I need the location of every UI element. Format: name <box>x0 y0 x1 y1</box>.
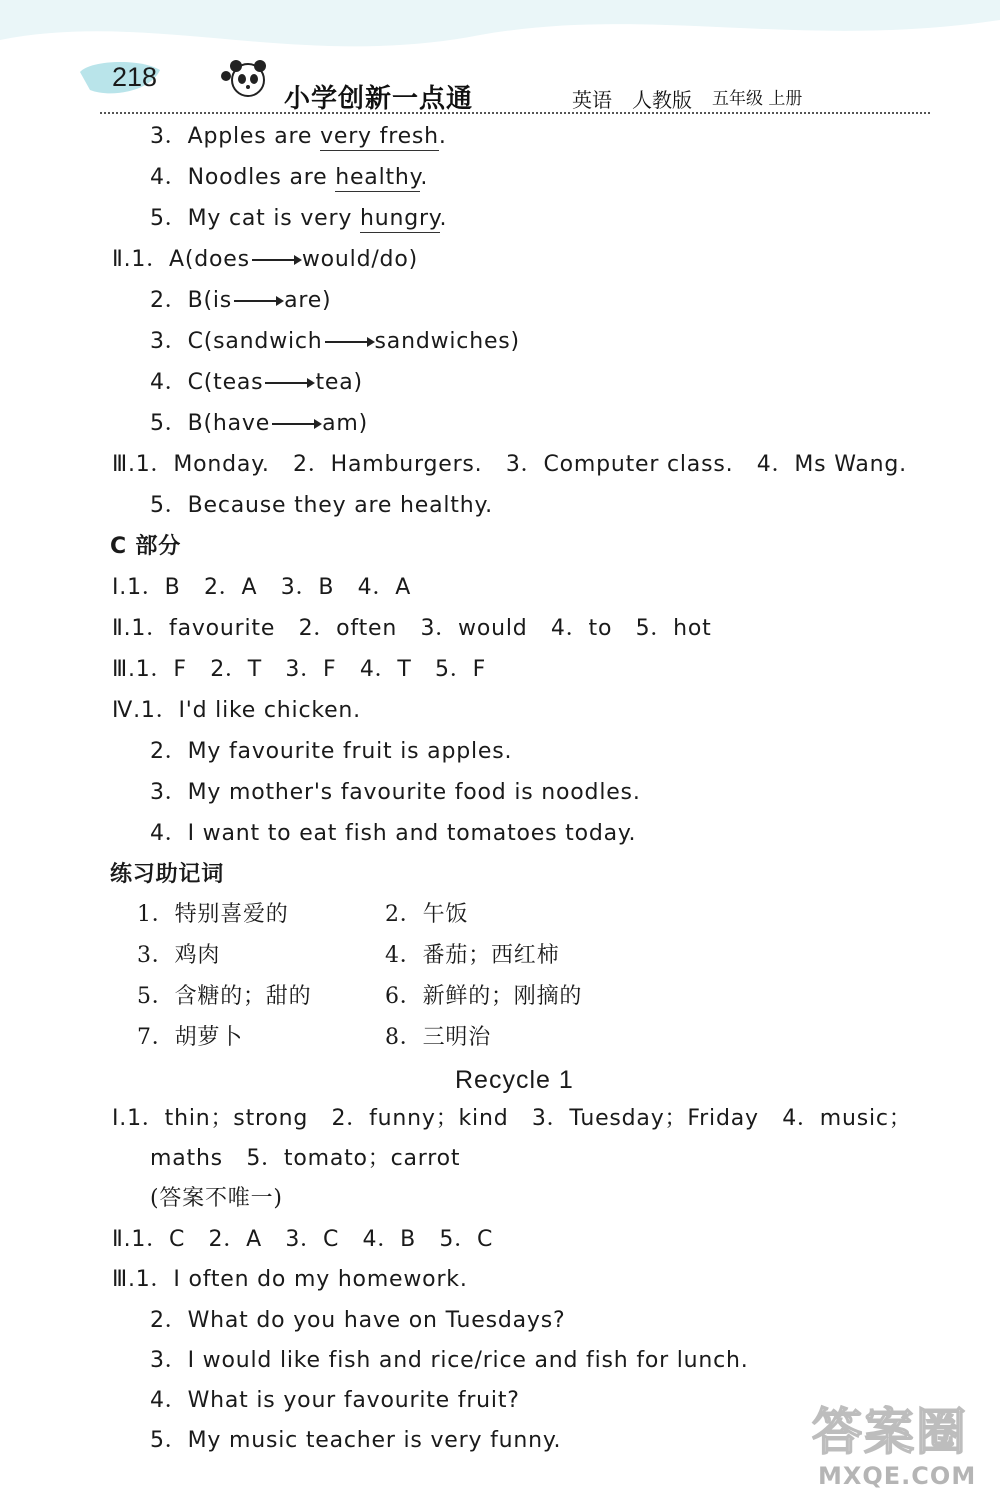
answer-line: Ⅱ.1．A(does would/do) <box>112 247 418 272</box>
vocab-item: 4．番茄；西红柿 <box>385 943 560 968</box>
edition-label: 人教版 <box>632 88 692 112</box>
underlined-answer: healthy <box>335 165 421 190</box>
answer-line: Ⅲ.1．Monday. 2．Hamburgers. 3．Computer class. 4．Ms Wang. <box>112 452 907 477</box>
vocab-item: 6．新鲜的；刚摘的 <box>385 984 583 1009</box>
answer-line: Ⅱ.1．C 2．A 3．C 4．B 5．C <box>112 1227 494 1252</box>
page-number: 218 <box>112 62 158 92</box>
answer-line: Ⅰ.1．B 2．A 3．B 4．A <box>112 575 412 600</box>
answer-line: 2．What do you have on Tuesdays? <box>150 1308 566 1333</box>
watermark-logo-text: 答案圈 <box>812 1403 968 1461</box>
book-meta <box>572 84 802 113</box>
answer-line: 4．What is your favourite fruit? <box>150 1388 520 1413</box>
vocab-item: 3．鸡肉 <box>137 943 221 968</box>
answer-line: 4．Noodles are healthy. <box>150 165 429 190</box>
watermark-url: MXQE.COM <box>818 1462 977 1490</box>
subject-label: 英语 <box>572 88 612 112</box>
vocab-item: 1．特别喜爱的 <box>137 902 289 927</box>
answer-line: Ⅲ.1．I often do my homework. <box>112 1267 468 1292</box>
section-heading: 练习助记词 <box>110 862 225 887</box>
book-title: 小学创新一点通 <box>284 84 474 114</box>
answer-line: 5．B(have am) <box>150 411 368 436</box>
answer-line: 2．My favourite fruit is apples. <box>150 739 513 764</box>
answer-line: maths 5．tomato；carrot <box>150 1146 461 1171</box>
answer-line: 5．My cat is very hungry. <box>150 206 448 231</box>
grade-label: 五年级 上册 <box>712 89 803 109</box>
arrow-icon <box>252 259 300 261</box>
arrow-icon <box>325 341 373 343</box>
header-divider <box>100 112 930 114</box>
site-watermark <box>812 1392 992 1502</box>
underlined-answer: hungry <box>359 206 440 231</box>
answer-line: 2．B(is are) <box>150 288 332 313</box>
panda-mascot-icon <box>218 56 278 106</box>
answer-line: 3．Apples are very fresh. <box>150 124 447 149</box>
underlined-answer: very fresh <box>320 124 439 149</box>
answer-note: (答案不唯一) <box>150 1186 283 1211</box>
answer-line: 3．C(sandwich sandwiches) <box>150 329 520 354</box>
answer-line: 3．My mother's favourite food is noodles. <box>150 780 641 805</box>
answer-line: Ⅳ.1．I'd like chicken. <box>112 698 361 723</box>
answer-line: 4．C(teas tea) <box>150 370 363 395</box>
vocab-item: 5．含糖的；甜的 <box>137 984 312 1009</box>
section-heading: C 部分 <box>110 534 182 559</box>
answer-line: 5．My music teacher is very funny. <box>150 1428 562 1453</box>
answer-line: Ⅲ.1．F 2．T 3．F 4．T 5．F <box>112 657 487 682</box>
answer-line: 4．I want to eat fish and tomatoes today. <box>150 821 637 846</box>
arrow-icon <box>234 300 282 302</box>
arrow-icon <box>272 423 320 425</box>
answer-line: Ⅰ.1．thin；strong 2．funny；kind 3．Tuesday；Friday 4．music； <box>112 1106 912 1131</box>
vocab-item: 7．胡萝卜 <box>137 1025 243 1050</box>
arrow-icon <box>265 382 313 384</box>
header-wave-decoration <box>0 0 1000 120</box>
section-title: Recycle 1 <box>455 1066 574 1094</box>
vocab-item: 2．午饭 <box>385 902 469 927</box>
answer-line: Ⅱ.1．favourite 2．often 3．would 4．to 5．hot <box>112 616 712 641</box>
vocab-item: 8．三明治 <box>385 1025 491 1050</box>
answer-line: 5．Because they are healthy. <box>150 493 493 518</box>
answer-line: 3．I would like fish and rice/rice and fish for lunch. <box>150 1348 749 1373</box>
